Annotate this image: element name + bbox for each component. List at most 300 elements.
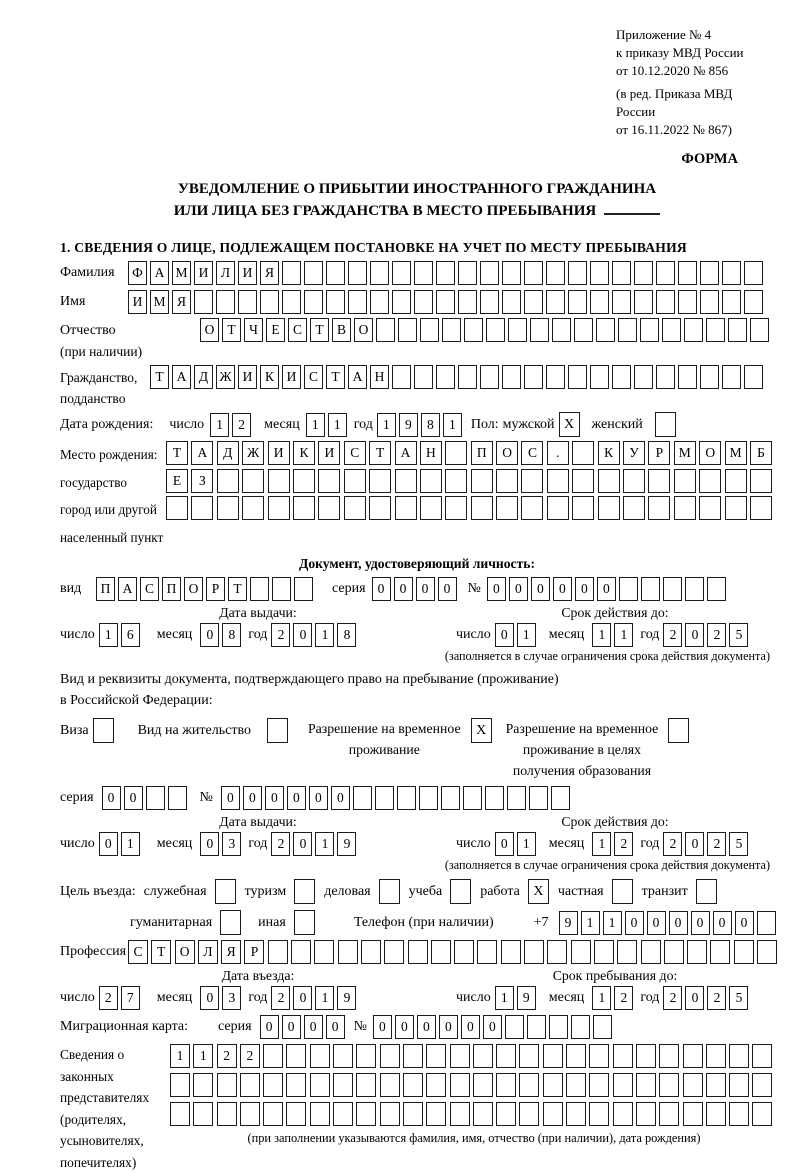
char-cell[interactable]: 0 xyxy=(293,986,312,1010)
char-cell[interactable] xyxy=(310,1102,330,1126)
char-cell[interactable] xyxy=(458,290,477,314)
char-cell[interactable]: К xyxy=(260,365,279,389)
char-cell[interactable] xyxy=(590,290,609,314)
char-cell[interactable]: 1 xyxy=(614,623,633,647)
char-cell[interactable]: И xyxy=(318,441,340,465)
char-cell[interactable]: 1 xyxy=(592,623,611,647)
char-cell[interactable] xyxy=(217,469,239,493)
char-cell[interactable] xyxy=(338,940,358,964)
char-cell[interactable] xyxy=(193,1102,213,1126)
char-cell[interactable]: П xyxy=(471,441,493,465)
char-cell[interactable] xyxy=(445,469,467,493)
char-cell[interactable]: 2 xyxy=(271,986,290,1010)
edu-residence-permit-checkbox[interactable] xyxy=(668,718,689,743)
char-cell[interactable] xyxy=(477,940,497,964)
char-cell[interactable]: 0 xyxy=(461,1015,480,1039)
char-cell[interactable] xyxy=(543,1044,563,1068)
char-cell[interactable]: 9 xyxy=(337,832,356,856)
char-cell[interactable] xyxy=(729,1044,749,1068)
char-cell[interactable] xyxy=(436,290,455,314)
char-cell[interactable] xyxy=(471,469,493,493)
char-cell[interactable]: 0 xyxy=(99,832,118,856)
char-cell[interactable] xyxy=(502,365,521,389)
char-cell[interactable] xyxy=(659,1102,679,1126)
char-cell[interactable] xyxy=(263,1102,283,1126)
char-cell[interactable] xyxy=(546,290,565,314)
char-cell[interactable] xyxy=(566,1073,586,1097)
char-cell[interactable] xyxy=(286,1073,306,1097)
char-cell[interactable]: Т xyxy=(326,365,345,389)
char-cell[interactable] xyxy=(392,290,411,314)
char-cell[interactable] xyxy=(663,577,682,601)
char-cell[interactable] xyxy=(636,1073,656,1097)
char-cell[interactable] xyxy=(706,1102,726,1126)
char-cell[interactable] xyxy=(683,1044,703,1068)
char-cell[interactable] xyxy=(502,290,521,314)
char-cell[interactable] xyxy=(706,1073,726,1097)
char-cell[interactable] xyxy=(240,1073,260,1097)
char-cell[interactable]: Т xyxy=(150,365,169,389)
char-cell[interactable] xyxy=(571,940,591,964)
char-cell[interactable] xyxy=(282,290,301,314)
char-cell[interactable]: 0 xyxy=(265,786,284,810)
char-cell[interactable] xyxy=(634,261,653,285)
char-cell[interactable] xyxy=(286,1102,306,1126)
char-cell[interactable] xyxy=(333,1073,353,1097)
char-cell[interactable]: 1 xyxy=(99,623,118,647)
char-cell[interactable]: О xyxy=(699,441,721,465)
char-cell[interactable] xyxy=(572,496,594,520)
char-cell[interactable]: 0 xyxy=(200,832,219,856)
char-cell[interactable]: 5 xyxy=(729,623,748,647)
char-cell[interactable] xyxy=(326,290,345,314)
char-cell[interactable]: Б xyxy=(750,441,772,465)
male-checkbox[interactable]: X xyxy=(559,412,580,437)
char-cell[interactable]: З xyxy=(191,469,213,493)
char-cell[interactable] xyxy=(380,1102,400,1126)
char-cell[interactable]: 0 xyxy=(685,623,704,647)
char-cell[interactable] xyxy=(566,1044,586,1068)
char-cell[interactable] xyxy=(684,318,703,342)
char-cell[interactable] xyxy=(648,469,670,493)
char-cell[interactable] xyxy=(725,496,747,520)
char-cell[interactable] xyxy=(656,290,675,314)
char-cell[interactable] xyxy=(310,1044,330,1068)
char-cell[interactable]: Т xyxy=(310,318,329,342)
char-cell[interactable] xyxy=(369,496,391,520)
char-cell[interactable] xyxy=(521,469,543,493)
char-cell[interactable] xyxy=(458,365,477,389)
char-cell[interactable] xyxy=(593,1015,612,1039)
char-cell[interactable] xyxy=(463,786,482,810)
char-cell[interactable] xyxy=(480,290,499,314)
char-cell[interactable] xyxy=(403,1044,423,1068)
char-cell[interactable] xyxy=(547,469,569,493)
char-cell[interactable] xyxy=(403,1073,423,1097)
char-cell[interactable]: У xyxy=(623,441,645,465)
char-cell[interactable]: 0 xyxy=(395,1015,414,1039)
char-cell[interactable] xyxy=(420,318,439,342)
char-cell[interactable]: Т xyxy=(166,441,188,465)
char-cell[interactable]: 8 xyxy=(337,623,356,647)
char-cell[interactable] xyxy=(659,1073,679,1097)
char-cell[interactable]: Ф xyxy=(128,261,147,285)
char-cell[interactable] xyxy=(414,290,433,314)
char-cell[interactable]: 9 xyxy=(517,986,536,1010)
char-cell[interactable]: 9 xyxy=(559,911,578,935)
char-cell[interactable] xyxy=(530,318,549,342)
char-cell[interactable] xyxy=(524,290,543,314)
char-cell[interactable] xyxy=(552,318,571,342)
char-cell[interactable]: 0 xyxy=(221,786,240,810)
char-cell[interactable] xyxy=(454,940,474,964)
char-cell[interactable]: И xyxy=(128,290,147,314)
char-cell[interactable]: М xyxy=(674,441,696,465)
char-cell[interactable]: 5 xyxy=(729,986,748,1010)
char-cell[interactable]: 2 xyxy=(217,1044,237,1068)
char-cell[interactable]: 0 xyxy=(647,911,666,935)
char-cell[interactable] xyxy=(395,496,417,520)
char-cell[interactable] xyxy=(473,1044,493,1068)
char-cell[interactable]: А xyxy=(172,365,191,389)
char-cell[interactable] xyxy=(242,469,264,493)
char-cell[interactable]: 2 xyxy=(614,832,633,856)
char-cell[interactable]: 1 xyxy=(581,911,600,935)
char-cell[interactable]: 0 xyxy=(691,911,710,935)
char-cell[interactable]: А xyxy=(395,441,417,465)
char-cell[interactable]: С xyxy=(521,441,543,465)
char-cell[interactable] xyxy=(623,469,645,493)
char-cell[interactable]: 3 xyxy=(222,832,241,856)
char-cell[interactable]: 1 xyxy=(517,623,536,647)
char-cell[interactable] xyxy=(617,940,637,964)
char-cell[interactable] xyxy=(571,1015,590,1039)
char-cell[interactable] xyxy=(146,786,165,810)
char-cell[interactable]: Т xyxy=(369,441,391,465)
char-cell[interactable]: 2 xyxy=(663,986,682,1010)
char-cell[interactable] xyxy=(641,940,661,964)
char-cell[interactable]: Ч xyxy=(244,318,263,342)
char-cell[interactable] xyxy=(699,469,721,493)
char-cell[interactable] xyxy=(272,577,291,601)
char-cell[interactable]: 1 xyxy=(315,832,334,856)
purpose-humanitarian-checkbox[interactable] xyxy=(220,910,241,935)
char-cell[interactable]: М xyxy=(150,290,169,314)
char-cell[interactable] xyxy=(268,496,290,520)
char-cell[interactable] xyxy=(486,318,505,342)
char-cell[interactable] xyxy=(170,1073,190,1097)
char-cell[interactable] xyxy=(572,441,594,465)
char-cell[interactable]: 1 xyxy=(210,413,229,437)
char-cell[interactable] xyxy=(369,469,391,493)
char-cell[interactable]: Я xyxy=(260,261,279,285)
char-cell[interactable] xyxy=(375,786,394,810)
char-cell[interactable] xyxy=(217,496,239,520)
char-cell[interactable]: И xyxy=(194,261,213,285)
char-cell[interactable] xyxy=(318,469,340,493)
char-cell[interactable] xyxy=(710,940,730,964)
char-cell[interactable] xyxy=(524,261,543,285)
char-cell[interactable]: 0 xyxy=(124,786,143,810)
char-cell[interactable] xyxy=(216,290,235,314)
char-cell[interactable] xyxy=(450,1102,470,1126)
char-cell[interactable]: Р xyxy=(206,577,225,601)
char-cell[interactable]: 0 xyxy=(483,1015,502,1039)
char-cell[interactable]: 2 xyxy=(614,986,633,1010)
char-cell[interactable] xyxy=(699,496,721,520)
char-cell[interactable] xyxy=(441,786,460,810)
char-cell[interactable] xyxy=(568,261,587,285)
char-cell[interactable]: 0 xyxy=(625,911,644,935)
purpose-work-checkbox[interactable]: X xyxy=(528,879,549,904)
char-cell[interactable] xyxy=(168,786,187,810)
char-cell[interactable]: Ж xyxy=(242,441,264,465)
char-cell[interactable]: П xyxy=(96,577,115,601)
char-cell[interactable] xyxy=(590,365,609,389)
char-cell[interactable] xyxy=(403,1102,423,1126)
char-cell[interactable] xyxy=(519,1044,539,1068)
char-cell[interactable] xyxy=(662,318,681,342)
char-cell[interactable]: И xyxy=(238,365,257,389)
char-cell[interactable] xyxy=(217,1102,237,1126)
char-cell[interactable] xyxy=(450,1044,470,1068)
char-cell[interactable] xyxy=(641,577,660,601)
char-cell[interactable] xyxy=(734,940,754,964)
char-cell[interactable] xyxy=(426,1044,446,1068)
char-cell[interactable] xyxy=(547,940,567,964)
char-cell[interactable] xyxy=(574,318,593,342)
char-cell[interactable]: 0 xyxy=(685,986,704,1010)
char-cell[interactable] xyxy=(502,261,521,285)
char-cell[interactable] xyxy=(634,365,653,389)
char-cell[interactable] xyxy=(294,577,313,601)
char-cell[interactable] xyxy=(757,911,776,935)
char-cell[interactable]: 1 xyxy=(603,911,622,935)
char-cell[interactable]: 2 xyxy=(663,623,682,647)
char-cell[interactable] xyxy=(752,1044,772,1068)
purpose-official-checkbox[interactable] xyxy=(215,879,236,904)
char-cell[interactable]: 0 xyxy=(438,577,457,601)
char-cell[interactable]: 9 xyxy=(337,986,356,1010)
char-cell[interactable] xyxy=(590,261,609,285)
char-cell[interactable]: М xyxy=(725,441,747,465)
char-cell[interactable] xyxy=(473,1073,493,1097)
char-cell[interactable] xyxy=(191,496,213,520)
char-cell[interactable] xyxy=(664,940,684,964)
char-cell[interactable]: О xyxy=(354,318,373,342)
char-cell[interactable] xyxy=(333,1044,353,1068)
char-cell[interactable]: Т xyxy=(222,318,241,342)
char-cell[interactable] xyxy=(613,1102,633,1126)
char-cell[interactable] xyxy=(356,1044,376,1068)
char-cell[interactable] xyxy=(613,1044,633,1068)
char-cell[interactable] xyxy=(445,441,467,465)
char-cell[interactable]: 0 xyxy=(685,832,704,856)
char-cell[interactable] xyxy=(549,1015,568,1039)
char-cell[interactable] xyxy=(598,469,620,493)
char-cell[interactable] xyxy=(752,1102,772,1126)
char-cell[interactable]: 8 xyxy=(222,623,241,647)
char-cell[interactable]: 3 xyxy=(222,986,241,1010)
char-cell[interactable] xyxy=(508,318,527,342)
char-cell[interactable] xyxy=(242,496,264,520)
char-cell[interactable] xyxy=(568,290,587,314)
char-cell[interactable]: О xyxy=(175,940,195,964)
char-cell[interactable] xyxy=(757,940,777,964)
char-cell[interactable] xyxy=(376,318,395,342)
char-cell[interactable] xyxy=(543,1073,563,1097)
char-cell[interactable] xyxy=(194,290,213,314)
char-cell[interactable] xyxy=(589,1102,609,1126)
char-cell[interactable]: Р xyxy=(244,940,264,964)
char-cell[interactable]: Л xyxy=(198,940,218,964)
char-cell[interactable]: 0 xyxy=(495,623,514,647)
char-cell[interactable]: 0 xyxy=(372,577,391,601)
char-cell[interactable] xyxy=(725,469,747,493)
char-cell[interactable]: 1 xyxy=(193,1044,213,1068)
char-cell[interactable] xyxy=(419,786,438,810)
char-cell[interactable] xyxy=(395,469,417,493)
char-cell[interactable] xyxy=(529,786,548,810)
char-cell[interactable]: Е xyxy=(266,318,285,342)
char-cell[interactable]: М xyxy=(172,261,191,285)
purpose-tourism-checkbox[interactable] xyxy=(294,879,315,904)
char-cell[interactable] xyxy=(636,1044,656,1068)
char-cell[interactable] xyxy=(685,577,704,601)
char-cell[interactable]: А xyxy=(348,365,367,389)
char-cell[interactable] xyxy=(282,261,301,285)
char-cell[interactable] xyxy=(384,940,404,964)
char-cell[interactable]: . xyxy=(547,441,569,465)
char-cell[interactable] xyxy=(356,1102,376,1126)
char-cell[interactable]: 0 xyxy=(331,786,350,810)
char-cell[interactable] xyxy=(678,365,697,389)
char-cell[interactable] xyxy=(640,318,659,342)
char-cell[interactable]: 0 xyxy=(417,1015,436,1039)
char-cell[interactable] xyxy=(464,318,483,342)
purpose-other-checkbox[interactable] xyxy=(294,910,315,935)
char-cell[interactable] xyxy=(496,1073,516,1097)
char-cell[interactable]: В xyxy=(332,318,351,342)
char-cell[interactable] xyxy=(524,940,544,964)
char-cell[interactable] xyxy=(547,496,569,520)
char-cell[interactable] xyxy=(361,940,381,964)
char-cell[interactable] xyxy=(304,290,323,314)
char-cell[interactable] xyxy=(683,1102,703,1126)
char-cell[interactable]: Д xyxy=(194,365,213,389)
char-cell[interactable] xyxy=(744,365,763,389)
char-cell[interactable]: 6 xyxy=(121,623,140,647)
char-cell[interactable] xyxy=(426,1102,446,1126)
char-cell[interactable] xyxy=(420,496,442,520)
char-cell[interactable]: 0 xyxy=(260,1015,279,1039)
char-cell[interactable]: 8 xyxy=(421,413,440,437)
char-cell[interactable]: 9 xyxy=(399,413,418,437)
char-cell[interactable]: 0 xyxy=(293,832,312,856)
temp-residence-permit-checkbox[interactable]: X xyxy=(471,718,492,743)
char-cell[interactable] xyxy=(268,940,288,964)
char-cell[interactable]: 0 xyxy=(102,786,121,810)
char-cell[interactable]: 0 xyxy=(509,577,528,601)
char-cell[interactable]: К xyxy=(598,441,620,465)
char-cell[interactable]: 0 xyxy=(713,911,732,935)
char-cell[interactable]: 0 xyxy=(282,1015,301,1039)
char-cell[interactable]: 0 xyxy=(394,577,413,601)
char-cell[interactable] xyxy=(370,290,389,314)
char-cell[interactable]: 5 xyxy=(729,832,748,856)
char-cell[interactable]: О xyxy=(496,441,518,465)
char-cell[interactable] xyxy=(348,261,367,285)
char-cell[interactable] xyxy=(678,261,697,285)
char-cell[interactable]: 2 xyxy=(271,623,290,647)
char-cell[interactable] xyxy=(398,318,417,342)
char-cell[interactable]: Т xyxy=(151,940,171,964)
char-cell[interactable] xyxy=(612,290,631,314)
char-cell[interactable]: 0 xyxy=(200,623,219,647)
char-cell[interactable] xyxy=(507,786,526,810)
char-cell[interactable] xyxy=(706,1044,726,1068)
char-cell[interactable]: 2 xyxy=(232,413,251,437)
char-cell[interactable] xyxy=(618,318,637,342)
char-cell[interactable] xyxy=(598,496,620,520)
char-cell[interactable]: 0 xyxy=(439,1015,458,1039)
char-cell[interactable] xyxy=(700,261,719,285)
char-cell[interactable] xyxy=(596,318,615,342)
char-cell[interactable] xyxy=(634,290,653,314)
char-cell[interactable] xyxy=(722,290,741,314)
purpose-private-checkbox[interactable] xyxy=(612,879,633,904)
char-cell[interactable] xyxy=(656,365,675,389)
char-cell[interactable] xyxy=(471,496,493,520)
char-cell[interactable] xyxy=(678,290,697,314)
char-cell[interactable] xyxy=(722,365,741,389)
char-cell[interactable]: Н xyxy=(370,365,389,389)
char-cell[interactable] xyxy=(485,786,504,810)
char-cell[interactable] xyxy=(706,318,725,342)
purpose-transit-checkbox[interactable] xyxy=(696,879,717,904)
char-cell[interactable] xyxy=(436,261,455,285)
char-cell[interactable] xyxy=(293,469,315,493)
char-cell[interactable]: К xyxy=(293,441,315,465)
char-cell[interactable]: 0 xyxy=(326,1015,345,1039)
char-cell[interactable]: 0 xyxy=(575,577,594,601)
char-cell[interactable]: Я xyxy=(221,940,241,964)
char-cell[interactable]: 2 xyxy=(240,1044,260,1068)
char-cell[interactable]: 0 xyxy=(416,577,435,601)
char-cell[interactable]: С xyxy=(344,441,366,465)
char-cell[interactable]: 2 xyxy=(707,623,726,647)
char-cell[interactable] xyxy=(572,469,594,493)
char-cell[interactable] xyxy=(750,469,772,493)
char-cell[interactable]: Н xyxy=(420,441,442,465)
char-cell[interactable]: С xyxy=(128,940,148,964)
char-cell[interactable]: 0 xyxy=(304,1015,323,1039)
char-cell[interactable]: 0 xyxy=(531,577,550,601)
char-cell[interactable] xyxy=(674,469,696,493)
char-cell[interactable] xyxy=(420,469,442,493)
char-cell[interactable] xyxy=(674,496,696,520)
char-cell[interactable]: Я xyxy=(172,290,191,314)
char-cell[interactable] xyxy=(442,318,461,342)
char-cell[interactable] xyxy=(683,1073,703,1097)
char-cell[interactable] xyxy=(729,1102,749,1126)
char-cell[interactable] xyxy=(687,940,707,964)
char-cell[interactable] xyxy=(496,469,518,493)
char-cell[interactable]: И xyxy=(268,441,290,465)
char-cell[interactable] xyxy=(505,1015,524,1039)
char-cell[interactable] xyxy=(348,290,367,314)
char-cell[interactable]: 1 xyxy=(443,413,462,437)
